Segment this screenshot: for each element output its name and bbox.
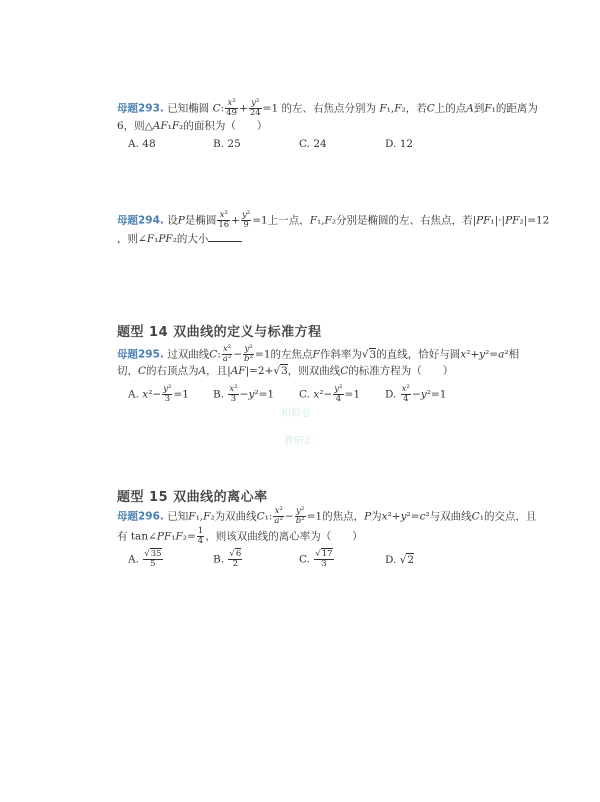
choice-a: A. $\frac{√35}{5}$ xyxy=(128,549,162,569)
choice-a: A. x²− $\frac{\text{y²}}{3}$ =1 xyxy=(128,384,189,404)
section-title-15: 题型 15 双曲线的离心率 xyxy=(117,490,268,505)
choice-d: D. √2 xyxy=(385,554,415,566)
problem-293-line1: 母题293. 已知椭圆 C: $\frac{\text{x²}}{49}$ + $\frac{\text{y²}}{24}$ =1 的左、右焦点分别为 F₁,F₂，若C上的点A到F₁的距离为 xyxy=(117,98,538,118)
problem-295-line2: 切，C的右顶点为A，且|AF|=2+√3，则双曲线C的标准方程为（ ） xyxy=(117,365,454,377)
choice-b: B. $\frac{√6}{2}$ xyxy=(213,549,242,569)
problem-label: 母题293. xyxy=(117,102,164,115)
problem-293-line2: 6，则△AF₁F₂的面积为（ ） xyxy=(117,120,268,132)
section-title-14: 题型 14 双曲线的定义与标准方程 xyxy=(117,325,322,340)
watermark-text: 教研汇 xyxy=(284,436,314,447)
problem-296-line2: 有 tan∠PF₁F₂= $\frac{1}{4}$ ，则该双曲线的离心率为（ ） xyxy=(117,526,363,546)
choice-b: B. 25 xyxy=(213,138,241,150)
choice-a: A. 48 xyxy=(128,138,156,150)
problem-296-line1: 母题296. 已知F₁,F₂为双曲线C₁: $\frac{\text{x²}}{\text{a²}}$ − $\frac{\text{y²}}{\text{b²}}$ =1的焦点，P为x²+y²=c²与双曲线C₁的交点，且 xyxy=(117,506,537,526)
problem-294-line2: ，则∠F₁PF₂的大小 xyxy=(117,232,242,246)
problem-295-line1: 母题295. 过双曲线C: $\frac{\text{x²}}{\text{a²}}$ − $\frac{\text{y²}}{\text{b²}}$ =1的左焦点F作斜率为√3的直线，恰好与圆x²+y²=a²相 xyxy=(117,344,520,364)
choice-c: C. $\frac{√17}{3}$ xyxy=(299,549,333,569)
choice-c: C. x²− $\frac{\text{y²}}{4}$ =1 xyxy=(299,384,360,404)
problem-294-line1: 母题294. 设P是椭圆 $\frac{\text{x²}}{16}$ + $\frac{\text{y²}}{9}$ =1上一点，F₁,F₂分别是椭圆的左、右焦点，若|PF₁|·|PF₂|=12 xyxy=(117,210,550,230)
answer-blank xyxy=(208,240,242,242)
problem-label: 母题294. xyxy=(117,214,164,227)
choice-d: D. 12 xyxy=(385,138,414,150)
problem-label: 母题296. xyxy=(117,510,164,523)
choice-b: B. $\frac{\text{x²}}{3}$ −y²=1 xyxy=(213,384,275,404)
choice-d: D. $\frac{\text{x²}}{4}$ −y²=1 xyxy=(385,384,447,404)
problem-label: 母题295. xyxy=(117,348,164,361)
watermark-text: 相似卷 xyxy=(281,408,311,419)
choice-c: C. 24 xyxy=(299,138,327,150)
